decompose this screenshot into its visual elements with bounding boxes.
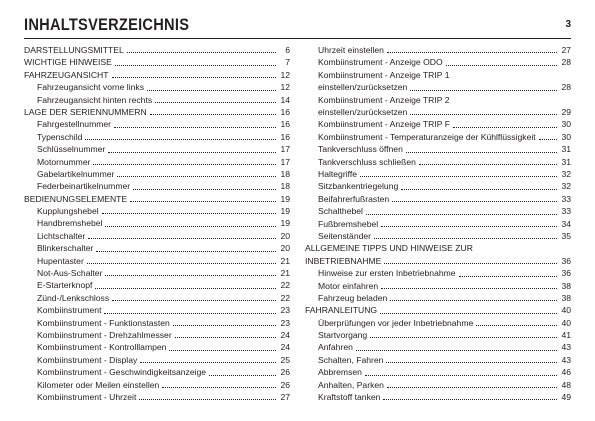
toc-entry-label: Kombiinstrument - Display <box>37 354 138 365</box>
toc-section-entry[interactable] <box>24 44 290 56</box>
toc-entry-page: 32 <box>561 181 571 192</box>
dot-leader <box>162 387 276 388</box>
toc-entry-page: 40 <box>561 317 571 328</box>
toc-entry-label: Typenschild <box>37 131 83 142</box>
toc-entry-label: Federbeinartikelnummer <box>37 181 131 192</box>
toc-entry-label: Kombiinstrument - Geschwindigkeitsanzeige <box>37 367 207 378</box>
toc-entry-label-continued: INBETRIEBNAHME <box>305 255 382 266</box>
toc-entry-page: 48 <box>561 379 571 390</box>
toc-entry-page: 28 <box>561 57 571 68</box>
toc-entry-label: Kraftstoff tanken <box>318 392 381 403</box>
toc-section-entry[interactable] <box>24 106 290 118</box>
dot-leader <box>104 313 276 314</box>
dot-leader <box>384 263 557 264</box>
toc-entry-label: Kombiinstrument - Kontrolllampen <box>37 342 167 353</box>
toc-entry[interactable] <box>24 354 290 366</box>
dot-leader <box>387 387 557 388</box>
dot-leader <box>401 189 557 190</box>
toc-entry[interactable] <box>24 292 290 304</box>
toc-entry-page: 17 <box>280 144 290 155</box>
toc-entry[interactable] <box>305 69 571 94</box>
toc-entry-label: BEDIENUNGSELEMENTE <box>24 193 128 204</box>
toc-entry-page: 30 <box>561 131 571 142</box>
header-divider <box>24 38 571 39</box>
toc-entry-label: FAHRZEUGANSICHT <box>24 69 109 80</box>
toc-entry-line <box>318 106 571 118</box>
toc-entry-page: 31 <box>561 144 571 155</box>
dot-leader <box>390 300 557 301</box>
toc-entry-page: 19 <box>280 193 290 204</box>
toc-entry-page: 35 <box>561 230 571 241</box>
toc-entry-page: 22 <box>280 292 290 303</box>
toc-entry-label: Schalthebel <box>318 206 363 217</box>
toc-entry-label-continued: einstellen/zurücksetzen <box>318 82 408 93</box>
toc-entry-label: Kombiinstrument <box>37 305 102 316</box>
toc-entry-label: Blinkerschalter <box>37 243 94 254</box>
toc-entry-label: Not-Aus-Schalter <box>37 268 103 279</box>
dot-leader <box>476 325 557 326</box>
toc-entry-page: 24 <box>280 329 290 340</box>
toc-right-column <box>305 44 571 403</box>
page-title: INHALTSVERZEICHNIS <box>24 15 190 34</box>
toc-entry-page: 7 <box>285 57 290 68</box>
toc-entry-page: 26 <box>280 367 290 378</box>
dot-leader <box>175 337 276 338</box>
toc-entry[interactable] <box>24 391 290 403</box>
dot-leader <box>105 275 276 276</box>
dot-leader <box>87 263 276 264</box>
dot-leader <box>410 90 557 91</box>
dot-leader <box>105 226 276 227</box>
toc-entry[interactable] <box>24 180 290 192</box>
toc-entry[interactable] <box>305 156 571 168</box>
toc-entry[interactable] <box>305 143 571 155</box>
dot-leader <box>356 350 557 351</box>
dot-leader <box>133 189 276 190</box>
dot-leader <box>139 399 276 400</box>
dot-leader <box>112 77 276 78</box>
toc-entry[interactable] <box>305 193 571 205</box>
toc-entry-label: Kombiinstrument - Anzeige ODO <box>318 57 443 68</box>
dot-leader <box>115 65 276 66</box>
toc-entry-page: 33 <box>561 206 571 217</box>
toc-entry[interactable] <box>305 242 571 267</box>
toc-entry[interactable] <box>305 118 571 130</box>
dot-leader <box>112 300 276 301</box>
toc-entry[interactable] <box>305 391 571 403</box>
dot-leader <box>374 238 557 239</box>
toc-entry[interactable] <box>24 168 290 180</box>
toc-entry-label: Kilometer oder Meilen einstellen <box>37 379 160 390</box>
toc-entry[interactable] <box>24 81 290 93</box>
toc-entry-label: Überprüfungen vor jeder Inbetriebnahme <box>318 317 474 328</box>
dot-leader <box>410 114 557 115</box>
toc-entry-page: 21 <box>280 268 290 279</box>
dot-leader <box>446 65 557 66</box>
toc-entry-page: 43 <box>561 342 571 353</box>
toc-entry-page: 20 <box>280 230 290 241</box>
dot-leader <box>140 362 276 363</box>
dot-leader <box>392 201 557 202</box>
toc-entry-page: 27 <box>561 44 571 55</box>
dot-leader <box>366 214 557 215</box>
toc-entry-label: Fußbremshebel <box>318 218 379 229</box>
toc-entry-label: Motor einfahren <box>318 280 379 291</box>
dot-leader <box>150 114 276 115</box>
toc-entry-label: ALLGEMEINE TIPPS UND HINWEISE ZUR <box>305 243 473 254</box>
toc-entry-page: 21 <box>280 255 290 266</box>
toc-entry-label-continued: einstellen/zurücksetzen <box>318 107 408 117</box>
toc-entry-page: 18 <box>280 168 290 179</box>
dot-leader <box>88 238 276 239</box>
toc-section-entry[interactable] <box>24 69 290 81</box>
toc-entry[interactable] <box>24 267 290 279</box>
toc-entry-label: Tankverschluss öffnen <box>318 144 403 155</box>
toc-entry-label: Beifahrerfußrasten <box>318 193 390 204</box>
toc-entry-label: Fahrgestellnummer <box>37 119 112 130</box>
toc-entry-label: E-Starterknopf <box>37 280 93 291</box>
toc-entry[interactable] <box>305 366 571 378</box>
dot-leader <box>108 152 276 153</box>
toc-entry-page: 40 <box>561 305 571 316</box>
toc-entry-label: Schlüsselnummer <box>37 144 106 155</box>
toc-entry-label: Kombiinstrument - Anzeige TRIP 1 <box>318 69 450 80</box>
toc-entry-page: 22 <box>280 280 290 291</box>
toc-entry-label: Abbremsen <box>318 367 362 378</box>
dot-leader <box>114 127 276 128</box>
toc-entry-page: 38 <box>561 280 571 291</box>
toc-entry-page: 38 <box>561 292 571 303</box>
toc-entry-page: 31 <box>561 156 571 167</box>
toc-entry-label: Uhrzeit einstellen <box>318 44 384 55</box>
toc-entry-label: Kupplungshebel <box>37 206 99 217</box>
toc-entry-label: FAHRANLEITUNG <box>305 305 378 316</box>
dot-leader <box>155 102 276 103</box>
dot-leader <box>169 350 276 351</box>
dot-leader <box>130 201 276 202</box>
toc-entry[interactable] <box>305 180 571 192</box>
toc-entry-label: Lichtschalter <box>37 230 86 241</box>
toc-entry[interactable] <box>24 255 290 267</box>
dot-leader <box>419 164 557 165</box>
toc-entry-label: Kombiinstrument - Uhrzeit <box>37 391 137 402</box>
toc-entry-label: Kombiinstrument - Anzeige TRIP 2 <box>318 94 450 105</box>
toc-entry[interactable] <box>24 317 290 329</box>
toc-entry-page: 12 <box>280 69 290 80</box>
toc-entry-page: 43 <box>561 354 571 365</box>
dot-leader <box>370 337 557 338</box>
dot-leader <box>96 251 276 252</box>
toc-entry-page: 49 <box>561 392 571 403</box>
toc-entry-label: Motornummer <box>37 156 91 167</box>
dot-leader <box>365 375 557 376</box>
toc-entry[interactable] <box>24 279 290 291</box>
toc-entry-label: Startvorgang <box>318 330 368 341</box>
toc-entry[interactable] <box>24 143 290 155</box>
toc-entry-label: Haltegriffe <box>318 168 358 179</box>
toc-entry-label: Schalten, Fahren <box>318 354 384 365</box>
dot-leader <box>380 313 557 314</box>
toc-section-entry[interactable] <box>24 56 290 68</box>
toc-entry-label: Sitzbankentriegelung <box>318 181 399 192</box>
toc-entry[interactable] <box>24 217 290 229</box>
dot-leader <box>127 52 276 53</box>
toc-entry-line <box>318 81 571 93</box>
toc-entry[interactable] <box>24 242 290 254</box>
dot-leader <box>381 226 557 227</box>
toc-entry-label: Tankverschluss schließen <box>318 156 416 167</box>
dot-leader <box>117 176 276 177</box>
toc-entry-label: Zünd-/Lenkschloss <box>37 292 110 303</box>
dot-leader <box>102 213 276 214</box>
toc-entry-label: LAGE DER SERIENNUMMERN <box>24 106 147 117</box>
dot-leader <box>381 288 557 289</box>
toc-entry-page: 18 <box>280 181 290 192</box>
toc-entry-page: 19 <box>280 218 290 229</box>
toc-entry-label: Fahrzeugansicht hinten rechts <box>37 94 153 105</box>
dot-leader <box>383 399 557 400</box>
dot-leader <box>406 152 557 153</box>
dot-leader <box>173 325 276 326</box>
toc-entry-label: Kombiinstrument - Temperaturanzeige der Kühlflüssigkeit <box>318 131 536 142</box>
toc-entry-page: 23 <box>280 305 290 316</box>
toc-entry-page: 46 <box>561 367 571 378</box>
toc-entry[interactable] <box>305 168 571 180</box>
toc-entry-page: 23 <box>280 317 290 328</box>
toc-entry-page: 29 <box>561 107 571 117</box>
toc-entry[interactable] <box>305 292 571 304</box>
toc-entry-page: 16 <box>280 106 290 117</box>
toc-entry-label: DARSTELLUNGSMITTEL <box>24 44 124 55</box>
toc-entry-page: 32 <box>561 168 571 179</box>
toc-entry[interactable] <box>305 354 571 366</box>
toc-entry-page: 14 <box>280 94 290 105</box>
toc-entry-page: 16 <box>280 119 290 130</box>
dot-leader <box>93 164 276 165</box>
dot-leader <box>360 176 557 177</box>
toc-entry-label: Hupentaster <box>37 255 84 266</box>
toc-entry[interactable] <box>24 94 290 106</box>
dot-leader <box>453 127 557 128</box>
dot-leader <box>95 288 276 289</box>
toc-entry[interactable] <box>24 304 290 316</box>
toc-entry-label: WICHTIGE HINWEISE <box>24 57 112 68</box>
dot-leader <box>85 139 276 140</box>
toc-entry[interactable] <box>305 131 571 143</box>
toc-entry-page: 28 <box>561 82 571 93</box>
toc-entry-page: 41 <box>561 330 571 341</box>
toc-entry[interactable] <box>24 131 290 143</box>
toc-entry-page: 27 <box>280 391 290 402</box>
toc-entry-page: 36 <box>561 255 571 266</box>
toc-entry[interactable] <box>305 341 571 353</box>
toc-entry-label: Kombiinstrument - Anzeige TRIP F <box>318 119 450 130</box>
toc-entry[interactable] <box>305 317 571 329</box>
toc-entry[interactable] <box>305 230 571 242</box>
toc-entry[interactable] <box>305 94 571 119</box>
toc-entry[interactable] <box>305 329 571 341</box>
toc-entry-label: Hinweise zur ersten Inbetriebnahme <box>318 268 456 279</box>
toc-entry[interactable] <box>24 379 290 391</box>
toc-entry[interactable] <box>24 156 290 168</box>
toc-entry[interactable] <box>305 379 571 391</box>
page-number: 3 <box>565 19 571 30</box>
toc-entry-page: 19 <box>280 206 290 217</box>
toc-section-entry[interactable] <box>305 304 571 316</box>
toc-entry-page: 30 <box>561 119 571 130</box>
dot-leader <box>459 276 557 277</box>
toc-entry-page: 12 <box>280 82 290 93</box>
toc-entry[interactable] <box>24 341 290 353</box>
toc-entry-label: Gabelartikelnummer <box>37 168 115 179</box>
toc-entry-page: 24 <box>280 342 290 353</box>
toc-entry-page: 34 <box>561 218 571 229</box>
toc-entry[interactable] <box>305 280 571 292</box>
dot-leader <box>387 52 557 53</box>
toc-entry-page: 20 <box>280 243 290 254</box>
toc-entry-page: 36 <box>561 268 571 279</box>
toc-entry-page: 16 <box>280 131 290 142</box>
page-header <box>24 14 571 36</box>
toc-entry-page: 6 <box>285 44 290 55</box>
toc-entry[interactable] <box>24 230 290 242</box>
toc-entry-label: Handbremshebel <box>37 218 103 229</box>
toc-entry[interactable] <box>305 44 571 56</box>
toc-entry[interactable] <box>305 56 571 68</box>
toc-entry[interactable] <box>24 205 290 217</box>
toc-section-entry[interactable] <box>24 193 290 205</box>
toc-entry-label: Seitenständer <box>318 230 372 241</box>
toc-entry-page: 33 <box>561 193 571 204</box>
toc-entry-page: 26 <box>280 379 290 390</box>
toc-entry-label: Anhalten, Parken <box>318 379 384 390</box>
toc-entry[interactable] <box>305 205 571 217</box>
toc-entry-label: Fahrzeug beladen <box>318 292 388 303</box>
toc-entry[interactable] <box>305 267 571 279</box>
toc-entry-page: 17 <box>280 156 290 167</box>
toc-entry[interactable] <box>24 118 290 130</box>
toc-entry-label: Anfahren <box>318 342 353 353</box>
toc-left-column <box>24 44 290 403</box>
toc-entry-line <box>305 255 571 267</box>
dot-leader <box>147 90 276 91</box>
dot-leader <box>539 139 557 140</box>
dot-leader <box>209 375 276 376</box>
toc-entry-label: Fahrzeugansicht vorne links <box>37 82 144 93</box>
toc-entry-label: Kombiinstrument - Funktionstasten <box>37 317 170 328</box>
toc-entry[interactable] <box>24 329 290 341</box>
toc-entry[interactable] <box>24 366 290 378</box>
dot-leader <box>386 362 557 363</box>
toc-entry-label: Kombiinstrument - Drehzahlmesser <box>37 329 172 340</box>
toc-entry-page: 25 <box>280 354 290 365</box>
toc-entry[interactable] <box>305 218 571 230</box>
